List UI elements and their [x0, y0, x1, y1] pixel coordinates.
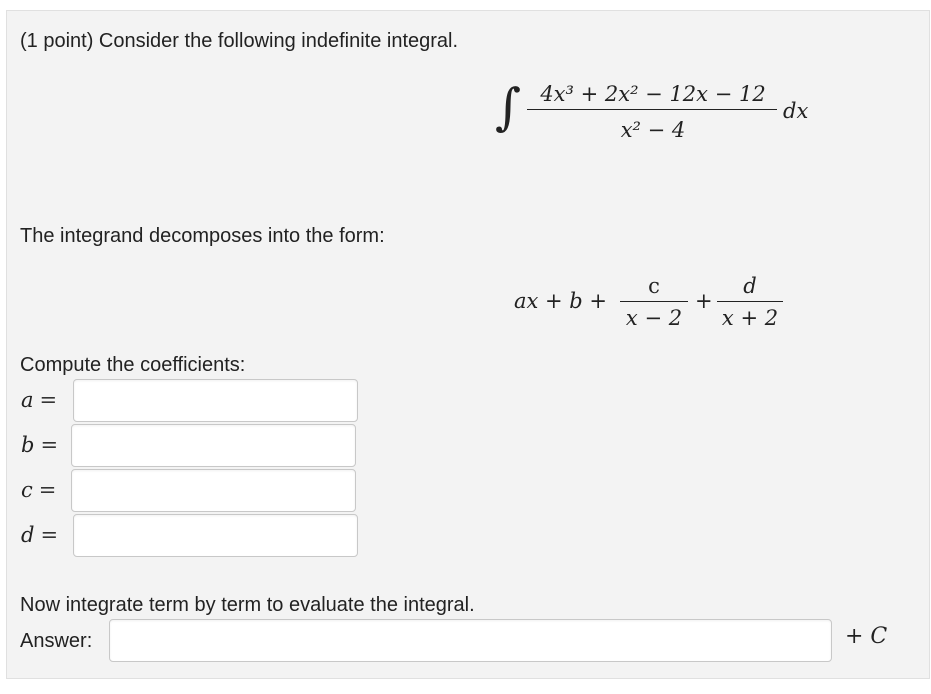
decomposition-plus: +: [695, 289, 713, 313]
integrate-text: Now integrate term by term to evaluate the integral.: [20, 594, 475, 616]
integral-differential: dx: [783, 99, 809, 123]
fraction-bar: [527, 109, 777, 110]
coefficient-var: d: [21, 523, 35, 547]
compute-text: Compute the coefficients:: [20, 354, 246, 376]
equals-sign: =: [38, 478, 57, 502]
answer-input[interactable]: [109, 619, 832, 662]
equals-sign: =: [40, 433, 59, 457]
equals-sign: =: [40, 523, 59, 547]
coefficient-b-input[interactable]: [71, 424, 356, 467]
coefficient-var: b: [21, 433, 35, 457]
integral-denominator: x² − 4: [620, 118, 686, 142]
decompose-text: The integrand decomposes into the form:: [20, 225, 385, 247]
fraction2-numerator: d: [743, 274, 757, 298]
plus-constant: + C: [845, 624, 888, 649]
problem-intro: (1 point) Consider the following indefinite integral.: [20, 30, 459, 52]
fraction2-denominator: x + 2: [721, 306, 779, 330]
coefficient-c-input[interactable]: [71, 469, 356, 512]
coefficient-d-input[interactable]: [73, 514, 358, 557]
integral-numerator: 4x³ + 2x² − 12x − 12: [540, 82, 766, 106]
coefficient-var: c: [21, 478, 33, 502]
integral-sign: ∫: [495, 78, 522, 136]
fraction2-bar: [717, 301, 783, 302]
problem-panel: [6, 10, 930, 679]
coefficient-var: a: [21, 388, 34, 412]
coefficient-label-d: [21, 522, 58, 548]
coefficient-label-b: [21, 432, 58, 458]
coefficient-label-c: [21, 477, 56, 503]
answer-label: Answer:: [20, 630, 93, 652]
fraction1-numerator: c: [648, 274, 660, 298]
coefficient-label-a: [21, 387, 57, 413]
coefficient-a-input[interactable]: [73, 379, 358, 422]
decomposition-lead: ax + b +: [514, 289, 608, 313]
fraction1-denominator: x − 2: [625, 306, 683, 330]
fraction1-bar: [620, 301, 688, 302]
equals-sign: =: [39, 388, 58, 412]
